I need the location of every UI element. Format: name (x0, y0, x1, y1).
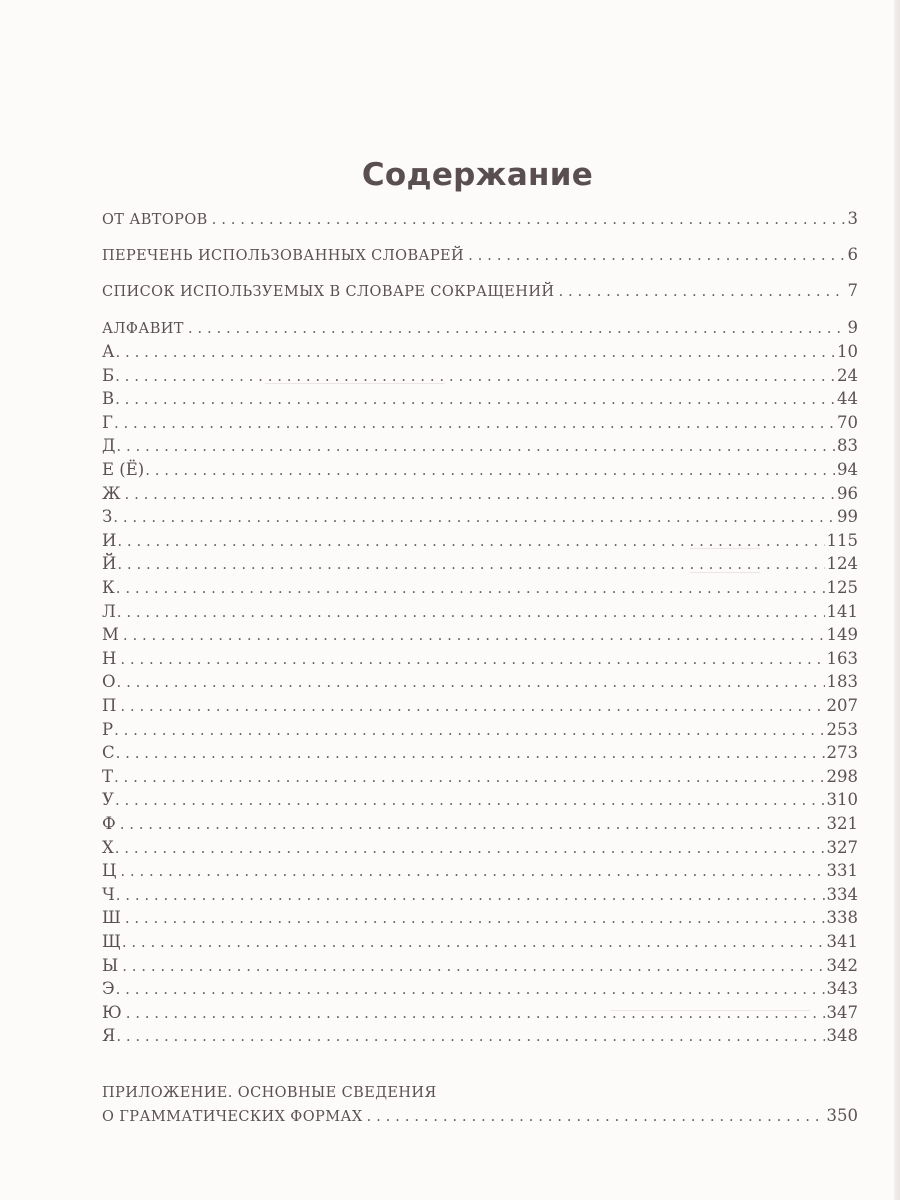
toc-letter-entry[interactable] (102, 837, 858, 859)
toc-entry-label: ПЕРЕЧЕНЬ ИСПОЛЬЗОВАННЫХ СЛОВАРЕЙ (102, 248, 465, 264)
toc-entry-page: 7 (847, 281, 858, 300)
dot-leader (125, 483, 835, 505)
toc-letter-entry[interactable] (102, 671, 858, 693)
toc-entry-page: 350 (826, 1106, 858, 1125)
toc-letter-entry[interactable] (102, 624, 858, 646)
dot-leader (122, 931, 825, 953)
toc-entry-appendix[interactable] (102, 1105, 858, 1127)
toc-entry-page: 348 (826, 1026, 858, 1046)
toc-entry-page: 83 (837, 436, 858, 456)
toc-entry-label: Е (Ё) (102, 460, 145, 479)
dot-leader (113, 506, 835, 528)
toc-entry-label: Я (102, 1026, 116, 1046)
toc-entry-page: 298 (826, 766, 858, 786)
toc-entry-page: 163 (826, 648, 858, 668)
toc-entry-label: Ф (102, 814, 116, 833)
toc-entry-label: Ч (102, 884, 115, 904)
toc-letter-entry[interactable] (102, 459, 858, 481)
toc-letter-entry[interactable] (102, 789, 858, 811)
toc-entry-page: 338 (826, 908, 858, 928)
toc-entry-page: 96 (837, 483, 858, 503)
toc-letter-entry[interactable] (102, 435, 858, 457)
toc-entry-page: 24 (837, 365, 858, 385)
toc-letter-entry[interactable] (102, 1025, 858, 1047)
toc-letter-entry[interactable] (102, 931, 858, 953)
dot-leader (117, 601, 825, 623)
toc-entry-alphabet[interactable] (102, 317, 858, 339)
toc-letter-entry[interactable] (102, 1002, 858, 1024)
toc-entry-page: 273 (826, 743, 858, 763)
dot-leader (116, 978, 825, 1000)
dot-leader (145, 459, 835, 481)
toc-entry-label: АЛФАВИТ (102, 321, 184, 337)
toc-entry-page: 125 (826, 578, 858, 597)
toc-letter-entry[interactable] (102, 978, 858, 1000)
toc-entry-label: Р (102, 719, 114, 739)
toc-entry-page: 331 (826, 861, 858, 881)
toc-entry-page: 3 (847, 209, 858, 228)
toc-letter-entry[interactable] (102, 742, 858, 764)
toc-entry-page: 124 (826, 554, 858, 574)
toc-letter-entry[interactable] (102, 388, 858, 410)
dot-leader (115, 837, 825, 859)
dot-leader (120, 695, 824, 717)
dot-leader (188, 317, 846, 339)
toc-letter-entry[interactable] (102, 695, 858, 717)
toc-entry-label: Ы (102, 955, 119, 975)
toc-entry-page: 9 (847, 318, 858, 337)
toc-letter-entry[interactable] (102, 884, 858, 906)
toc-entry-dictionaries-list[interactable] (102, 244, 858, 266)
toc-entry-label: Ж (102, 483, 121, 503)
toc-entry-label: Ю (102, 1002, 122, 1022)
toc-entry-page: 334 (826, 884, 858, 904)
toc-entry-label: Э (102, 979, 115, 999)
toc-entry-abbreviations[interactable] (102, 280, 858, 302)
toc-entry-page: 99 (837, 507, 858, 527)
toc-letter-entry[interactable] (102, 506, 858, 528)
toc-entry-page: 183 (826, 672, 858, 692)
toc-entry-page: 341 (826, 932, 858, 951)
toc-letter-entry[interactable] (102, 860, 858, 882)
toc-letter-entry[interactable] (102, 648, 858, 670)
toc-entry-label: К (102, 578, 115, 597)
dot-leader (116, 577, 825, 599)
toc-entry-page: 141 (826, 601, 858, 621)
toc-entry-label: Д (102, 436, 116, 456)
toc-entry-page: 321 (826, 814, 858, 833)
toc-letter-entry[interactable] (102, 483, 858, 505)
toc-letter-entry[interactable] (102, 412, 858, 434)
toc-letter-entry[interactable] (102, 907, 858, 929)
toc-entry-page: 343 (826, 979, 858, 999)
toc-entry-appendix-line1: ПРИЛОЖЕНИЕ. ОСНОВНЫЕ СВЕДЕНИЯ (102, 1085, 437, 1101)
toc-letter-entry[interactable] (102, 341, 858, 363)
dot-leader (212, 208, 846, 230)
dot-leader (120, 860, 824, 882)
dot-leader (125, 907, 825, 929)
toc-entry-label: Щ (102, 932, 121, 951)
toc-entry-page: 207 (826, 696, 858, 715)
dot-leader (115, 365, 835, 387)
dot-leader (116, 742, 825, 764)
toc-entry-page: 327 (826, 837, 858, 857)
toc-entry-page: 347 (826, 1002, 858, 1022)
toc-entry-label: А (102, 342, 115, 361)
dot-leader (114, 412, 835, 434)
toc-entry-label: Х (102, 837, 114, 857)
toc-letter-entry[interactable] (102, 577, 858, 599)
dot-leader (123, 624, 825, 646)
dot-leader (120, 648, 824, 670)
dot-leader (116, 435, 835, 457)
toc-entry-page: 70 (837, 412, 858, 432)
toc-entry-label: Б (102, 365, 115, 385)
toc-entry-page: 149 (826, 625, 858, 645)
toc-letter-entry[interactable] (102, 813, 858, 835)
toc-letter-entry[interactable] (102, 766, 858, 788)
toc-letter-entry[interactable] (102, 955, 858, 977)
toc-entry-label: Т (102, 766, 114, 786)
toc-entry-page: 44 (837, 389, 858, 409)
dot-leader (116, 884, 825, 906)
dot-leader (114, 766, 824, 788)
toc-entry-page: 253 (826, 719, 858, 739)
toc-letter-entry[interactable] (102, 719, 858, 741)
toc-entry-label: Н (102, 648, 117, 668)
dot-leader (367, 1105, 825, 1127)
toc-entry-label: Й (102, 554, 117, 574)
dot-leader (115, 388, 835, 410)
dot-leader (117, 553, 824, 575)
toc-entry-label: Г (102, 412, 113, 432)
toc-letter-entry[interactable] (102, 601, 858, 623)
toc-entry-page: 115 (826, 530, 858, 550)
toc-entry-label: Ц (102, 861, 117, 881)
toc-entry-label: З (102, 507, 113, 527)
toc-entry-label: Ш (102, 908, 121, 928)
toc-entry-label: Л (102, 601, 116, 621)
toc-entry-label: С (102, 743, 115, 763)
toc-entry-label: СПИСОК ИСПОЛЬЗУЕМЫХ В СЛОВАРЕ СОКРАЩЕНИЙ (102, 284, 555, 300)
toc-entry-page: 6 (847, 245, 858, 264)
dot-leader (115, 789, 825, 811)
toc-entry-label: И (102, 530, 117, 550)
toc-entry-page: 342 (826, 955, 858, 975)
toc-entry-label: У (102, 790, 114, 810)
toc-entry-from-authors[interactable] (102, 208, 858, 230)
dot-leader (116, 1025, 824, 1047)
dot-leader (117, 671, 825, 693)
dot-leader (126, 1002, 825, 1024)
toc-entry-page: 10 (837, 342, 858, 361)
toc-letter-entry[interactable] (102, 530, 858, 552)
dot-leader (117, 530, 824, 552)
toc-entry-label: ОТ АВТОРОВ (102, 212, 208, 228)
toc-entry-label: О (102, 672, 116, 692)
toc-entry-label: М (102, 625, 119, 645)
dot-leader (558, 280, 845, 302)
toc-entry-page: 94 (837, 460, 858, 479)
dot-leader (468, 244, 845, 266)
dot-leader (116, 341, 836, 363)
toc-entry-label: П (102, 696, 117, 715)
toc-entry-label: В (102, 389, 115, 409)
page-title: Содержание (361, 156, 594, 193)
toc-letter-entry[interactable] (102, 365, 858, 387)
dot-leader (122, 955, 824, 977)
dot-leader (120, 813, 825, 835)
dot-leader (114, 719, 824, 741)
toc-letter-entry[interactable] (102, 553, 858, 575)
toc-entry-page: 310 (826, 790, 858, 810)
toc-entry-label: О ГРАММАТИЧЕСКИХ ФОРМАХ (102, 1109, 363, 1125)
